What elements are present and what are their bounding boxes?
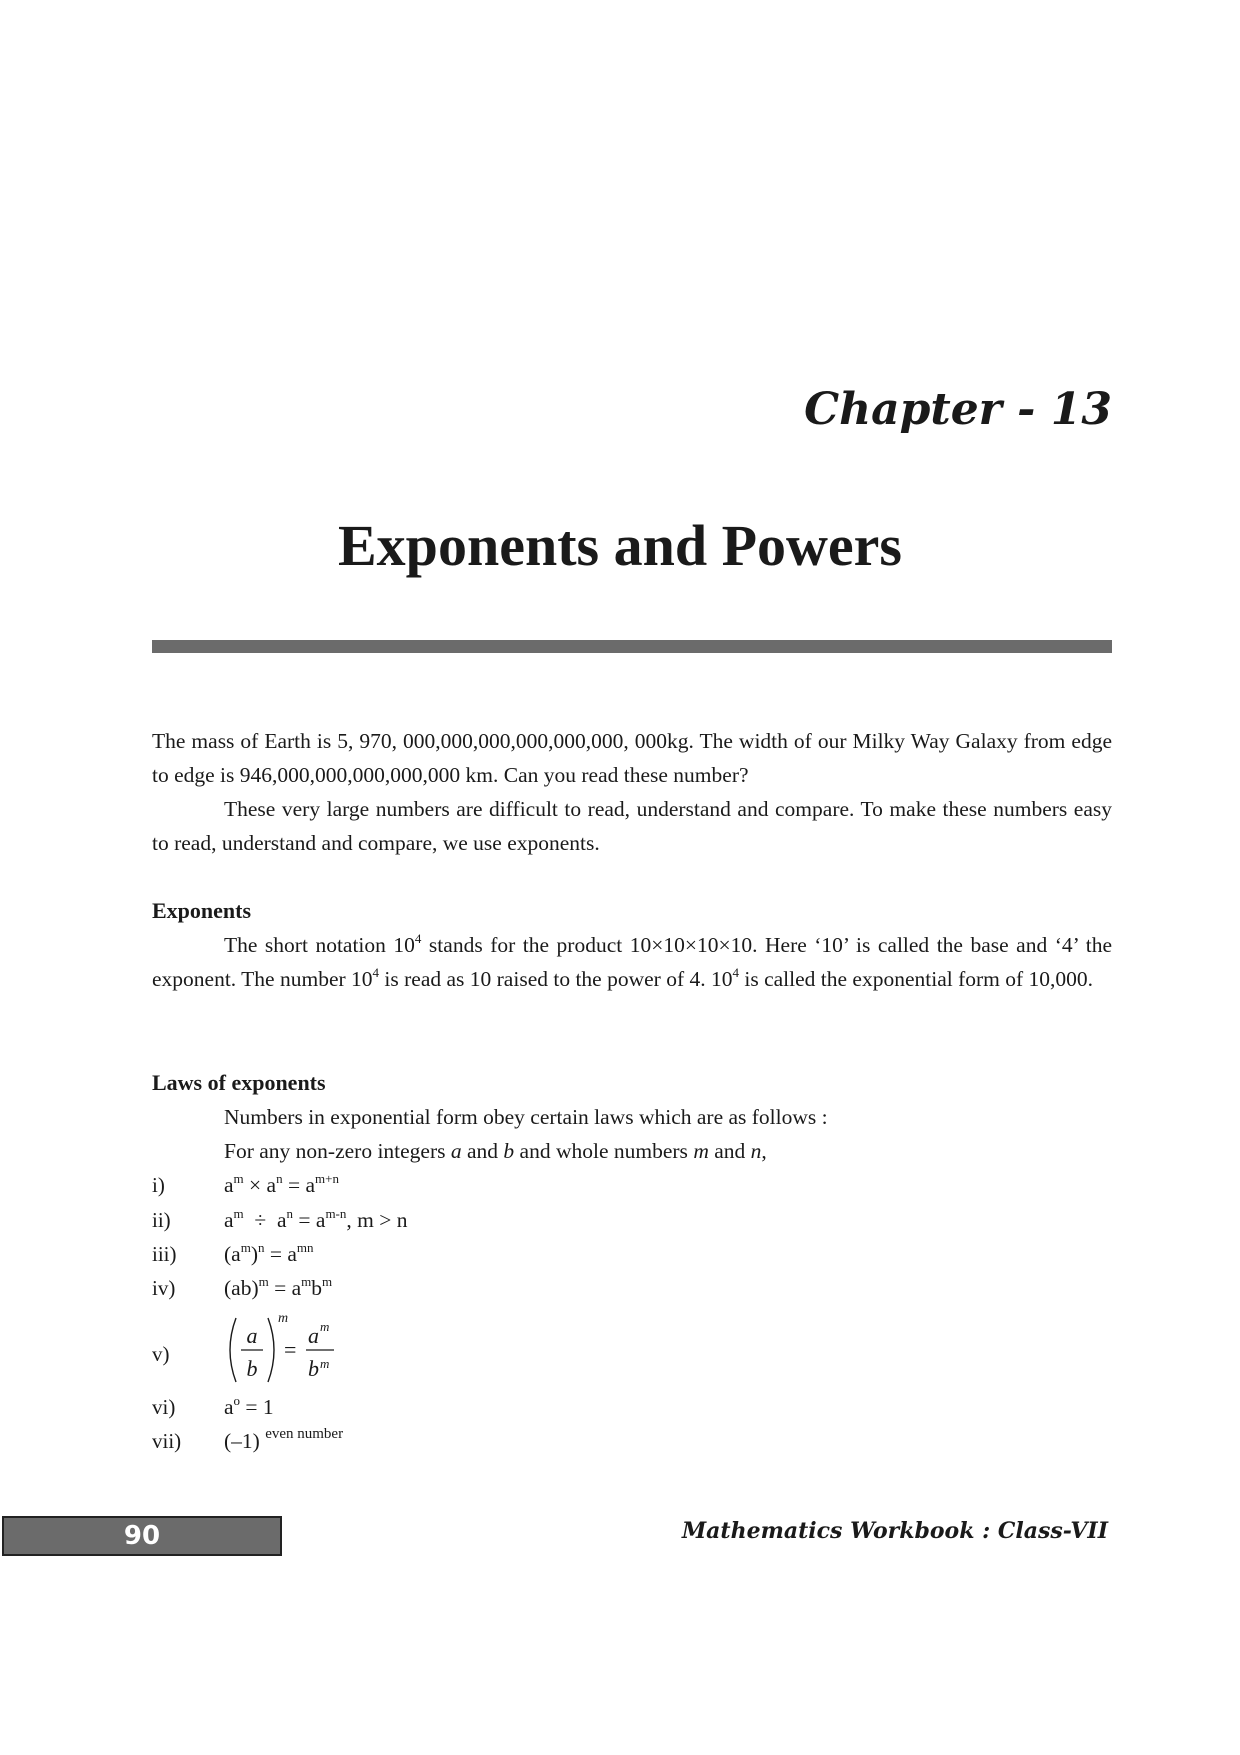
law-label: iii) xyxy=(152,1242,177,1266)
law-label: v) xyxy=(152,1342,170,1366)
fraction-exponent: m xyxy=(278,1312,289,1326)
fraction-power-law xyxy=(222,1312,352,1388)
chapter-label: Chapter - 13 xyxy=(804,384,1112,435)
law-expression: (–1) $^{even number}$ xyxy=(224,1426,344,1453)
result-denominator-exponent: m xyxy=(320,1356,330,1371)
exponents-paragraph: The short notation $10^4$ stands for the product 10×10×10×10. Here ‘10’ is called the base and ‘4’ the exponent. The number $10^4$ is read as 10 raised to the power of 4. $10^4$ is called the exponential form of 10,000. xyxy=(152,931,1112,991)
law-expression: $a^m \div a^n = a^{m-n}$, m > n xyxy=(224,1206,408,1232)
law-expression: $(ab)^m = a^mb^m$ xyxy=(224,1274,333,1300)
equals-sign: = xyxy=(284,1337,297,1362)
law-label: i) xyxy=(152,1173,165,1197)
footer-book-title: Mathematics Workbook : Class-VII xyxy=(681,1518,1108,1544)
left-parenthesis xyxy=(230,1318,236,1382)
title-divider xyxy=(152,640,1112,653)
page-title: Exponents and Powers xyxy=(338,513,902,578)
law-expression: $a^o = 1$ xyxy=(224,1393,274,1419)
right-parenthesis xyxy=(268,1318,274,1382)
law-expression: $(a^m)^n = a^{mn}$ xyxy=(224,1240,314,1266)
exponents-heading: Exponents xyxy=(152,898,252,923)
laws-condition-line: For any non-zero integers a and b and whole numbers m and n, xyxy=(224,1139,767,1163)
laws-intro-line: Numbers in exponential form obey certain laws which are as follows : xyxy=(224,1105,828,1129)
page-number: 90 xyxy=(123,1521,161,1551)
law-label: vii) xyxy=(152,1429,182,1453)
fraction-denominator: b xyxy=(246,1356,258,1381)
law-label: ii) xyxy=(152,1208,171,1232)
law-label: vi) xyxy=(152,1395,176,1419)
fraction-numerator: a xyxy=(246,1323,258,1348)
result-numerator: a xyxy=(308,1323,319,1348)
intro-paragraph-2: These very large numbers are difficult to read, understand and compare. To make these numbers easy to read, understand and compare, we use exponents. xyxy=(152,797,1112,855)
law-label: iv) xyxy=(152,1276,176,1300)
intro-paragraph-1: The mass of Earth is 5, 970, 000,000,000,000,000,000, 000kg. The width of our Milky Way Galaxy from edge to edge is 946,000,000,000,000,000 km. Can you read these number? xyxy=(152,729,1112,787)
law-expression: $a^m \times a^n = a^{m+n}$ xyxy=(224,1171,339,1197)
laws-heading: Laws of exponents xyxy=(152,1070,326,1095)
result-numerator-exponent: m xyxy=(320,1319,330,1334)
result-denominator: b xyxy=(308,1356,319,1381)
page-number-box xyxy=(2,1516,282,1556)
